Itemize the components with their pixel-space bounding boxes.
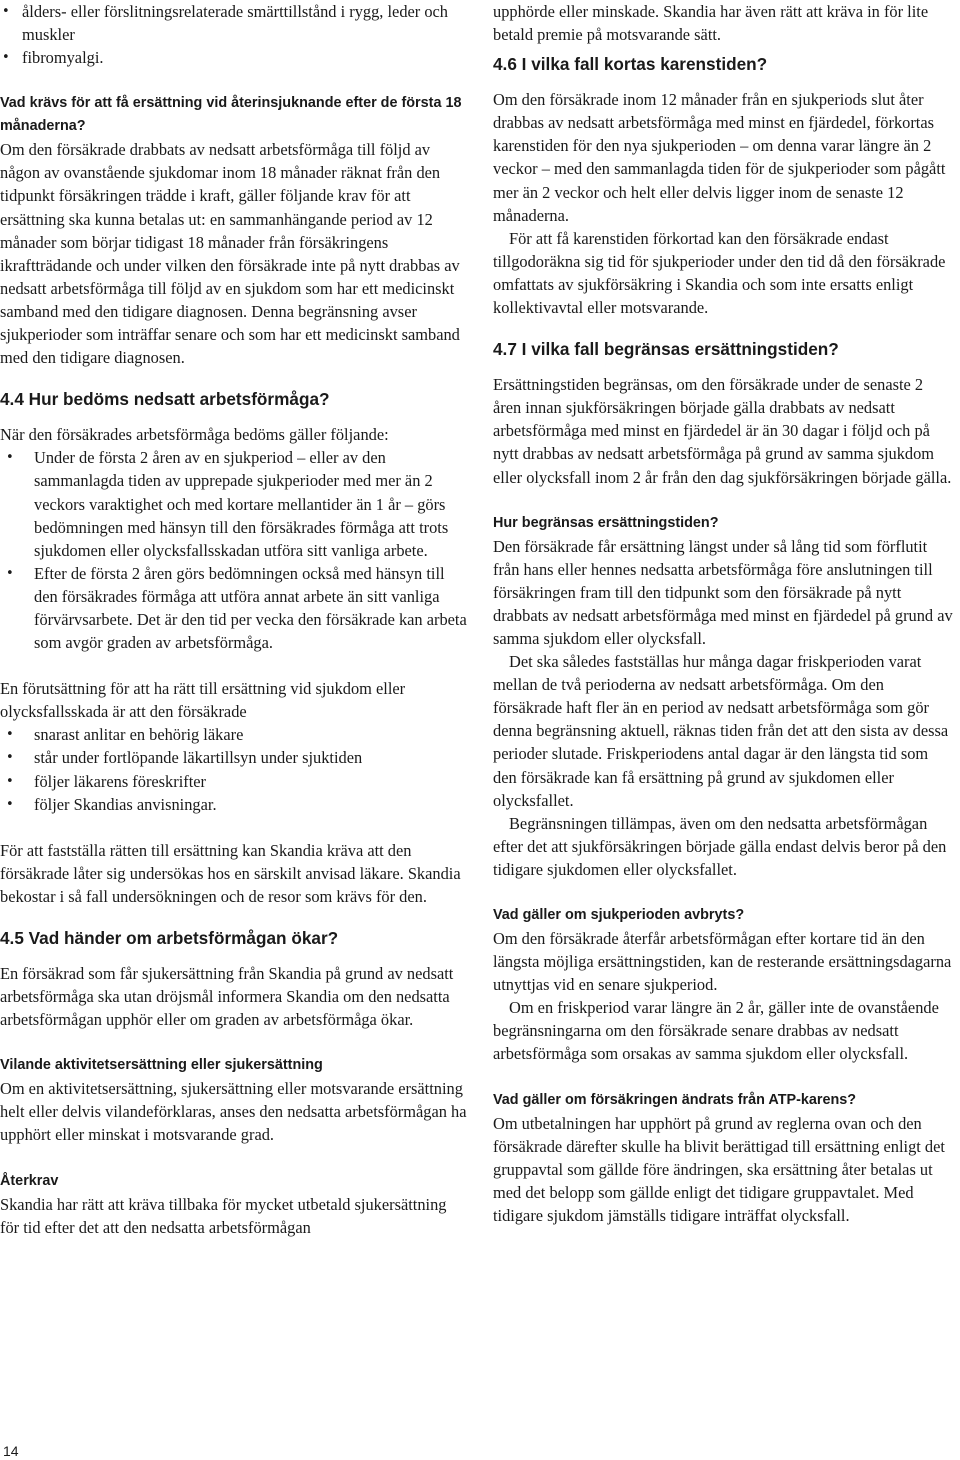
section-heading: Vad gäller om sjukperioden avbryts? (493, 907, 745, 923)
section-heading: 4.7 I vilka fall begränsas ersättningstiden? (493, 339, 839, 360)
bullet-icon: • (2, 50, 10, 66)
list-item: • fibromyalgi. (0, 46, 468, 69)
paragraph: För att fastställa rätten till ersättning kan Skandia kräva att den försäkrade låter sig undersökas hos en särskilt anvisad läkare. Skandia bekostar i så fall undersökningen och de resor som krävs för den. (0, 840, 461, 906)
list-item: • följer läkarens föreskrifter (0, 770, 468, 793)
paragraph: Den försäkrade får ersättning längst under så lång tid som förflutit från hans eller hennes nedsatta arbetsförmåga före anslutningen till försäkringen fram till den tidpunkt som den försäkrade på nytt drabbats av nedsatt arbetsförmåga med minst en fjärdedel på grund av samma sjukdom eller olycksfall. (493, 536, 953, 648)
paragraph: För att få karenstiden förkortad kan den försäkrade endast tillgodoräkna sig tid för sjukperioder under den tid då den försäkrade omfattats av sjukförsäkring i Skandia och som inte ersatts enligt kollektivavtal eller motsvarande. (493, 228, 946, 318)
section-heading: Återkrav (0, 1172, 59, 1189)
paragraph: upphörde eller minskade. Skandia har även rätt att kräva in för lite betald premie på motsvarande sätt. (493, 2, 929, 45)
paragraph: Om en friskperiod varar längre än 2 år, gäller inte de ovanstående begränsningarna om den försäkrade senare drabbas av nedsatt arbetsförmåga som orsakas av samma sjukdom eller olycksfall. (493, 998, 939, 1064)
list-item: • står under fortlöpande läkartillsyn under sjuktiden (0, 746, 468, 769)
section-heading: 4.4 Hur bedöms nedsatt arbetsförmåga? (0, 389, 330, 410)
page-number: 14 (3, 1443, 19, 1459)
paragraph: Ersättningstiden begränsas, om den försäkrade under de senaste 2 åren innan sjukförsäkringen började gälla drabbats av nedsatt arbetsförmåga med minst en fjärdedel är än 30 dagar i följd och på nytt drabbas av nedsatt arbetsförmåga på grund av samma sjukdom eller olycksfall inom 2 år från den dag sjukförsäkringen började gälla. (493, 375, 952, 487)
paragraph: Begränsningen tillämpas, även om den nedsatta arbetsförmågan efter det att sjukförsäkringen började gälla endast delvis beror på den tidigare sjukdomen eller olycksfallet. (493, 813, 947, 879)
section-heading: 4.5 Vad händer om arbetsförmågan ökar? (0, 928, 339, 948)
paragraph: Skandia har rätt att kräva tillbaka för mycket utbetald sjukersättning för tid efter det att den nedsatta arbetsförmågan (0, 1194, 447, 1237)
list-item: • följer Skandias anvisningar. (0, 793, 468, 816)
conditions-list (0, 723, 468, 815)
section-heading: Vilande aktivitetsersättning eller sjukersättning (0, 1057, 323, 1074)
assessment-list (0, 446, 468, 654)
section-heading: 4.6 I vilka fall kortas karenstiden? (493, 54, 768, 75)
paragraph: Om den försäkrade inom 12 månader från en sjukperiods slut åter drabbas av nedsatt arbetsförmåga med minst en fjärdedel, förkortas karenstiden för den nya sjukperioden – om denna varar längre än 2 veckor – med den sammanlagda tiden för de sjukperioder som pågått mer än 2 veckor och helt eller delvis ligger inom de senaste 12 månaderna. (493, 90, 946, 225)
paragraph: Det ska således fastställas hur många dagar friskperioden varat mellan de två perioderna av nedsatt arbetsförmåga. Om den försäkrade haft fler än en period av nedsatt arbetsförmåga som gör denna begränsning aktuell, räknas tiden från det att den sista av dessa perioder slutade. Friskperiodens antal dagar är den längsta tid som den försäkrade kan få ersättning på grund av sjukdomen eller olycksfallet. (493, 652, 949, 810)
bullet-icon: • (6, 450, 14, 466)
symptom-list (0, 0, 468, 69)
left-column (0, 0, 468, 1239)
section-heading: Vad krävs för att få ersättning vid återinsjuknande efter de första 18 månaderna? (0, 95, 462, 135)
bullet-icon: • (6, 796, 14, 812)
paragraph: Om utbetalningen har upphört på grund av reglerna ovan och den försäkrade därefter skulle ha blivit berättigad till ersättning enligt det gruppavtal som gällde före ändringen, ska ersättning åter betalas ut med det belopp som gällde enligt det tidigare gruppavtalet. Med tidigare sjukdom jämställs tidigare inträffat olycksfall. (493, 1113, 945, 1225)
paragraph: En försäkrad som får sjukersättning från Skandia på grund av nedsatt arbetsförmåga ska utan dröjsmål informera Skandia om den nedsatta arbetsförmågan upphör eller om graden av arbetsförmåga ökar. (0, 964, 454, 1030)
list-item: • snarast anlitar en behörig läkare (0, 723, 468, 746)
paragraph: Om den försäkrade återfår arbetsförmågan efter kortare tid än den längsta möjliga ersättningstiden, kan de resterande ersättningsdagarna utnyttjas vid en senare sjukperiod. (493, 929, 952, 995)
bullet-icon: • (2, 4, 10, 19)
bullet-icon: • (6, 750, 14, 766)
right-column (493, 0, 955, 1227)
bullet-icon: • (6, 773, 14, 789)
bullet-icon: • (6, 565, 14, 581)
section-heading: Hur begränsas ersättningstiden? (493, 514, 719, 531)
paragraph: En förutsättning för att ha rätt till ersättning vid sjukdom eller olycksfallsskada är att den försäkrade (0, 679, 406, 722)
list-item: • Under de första 2 åren av en sjukperiod – eller av den sammanlagda tiden av upprepade sjukperioder med mer än 2 veckors varaktighet och med kortare mellantider än 1 år – görs bedömningen med hänsyn till den försäkrades förmåga att trots sjukdomen eller olycksfallsskadan utföra sitt vanliga arbete. (6, 448, 449, 560)
paragraph: Om den försäkrade drabbats av nedsatt arbetsförmåga till följd av någon av ovanstående sjukdomar inom 18 månader räknat från den tidpunkt försäkringen trädde i kraft, gäller följande krav för att ersättning ska kunna betalas ut: en sammanhängande period av 12 månader som börjar tidigast 18 månader från försäkringens ikraftträdande och under vilken den försäkrade inte på nytt drabbas av nedsatt arbetsförmåga till följd av en sjukdom som har ett medicinskt samband med den tidigare diagnosen. Denna begränsning avser sjukperioder som inträffar senare och som har ett medicinskt samband med den tidigare diagnosen. (0, 140, 460, 368)
list-item: • Efter de första 2 åren görs bedömningen också med hänsyn till den försäkrades förmåga att utföra annat arbete än sitt vanliga förvärvsarbete. Det är den tid per vecka den försäkrade kan arbeta som avgör graden av arbetsförmåga. (6, 563, 467, 653)
list-item: • ålders- eller förslitningsrelaterade smärttillstånd i rygg, leder och muskler (2, 2, 449, 45)
paragraph: När den försäkrades arbetsförmåga bedöms gäller följande: (0, 425, 389, 445)
section-heading: Vad gäller om försäkringen ändrats från ATP-karens? (493, 1091, 857, 1108)
paragraph: Om en aktivitetsersättning, sjukersättning eller motsvarande ersättning helt eller delvis vilandeförklaras, anses den nedsatta arbetsförmågan ha upphört eller minskat i motsvarande grad. (0, 1079, 467, 1145)
bullet-icon: • (6, 727, 14, 743)
